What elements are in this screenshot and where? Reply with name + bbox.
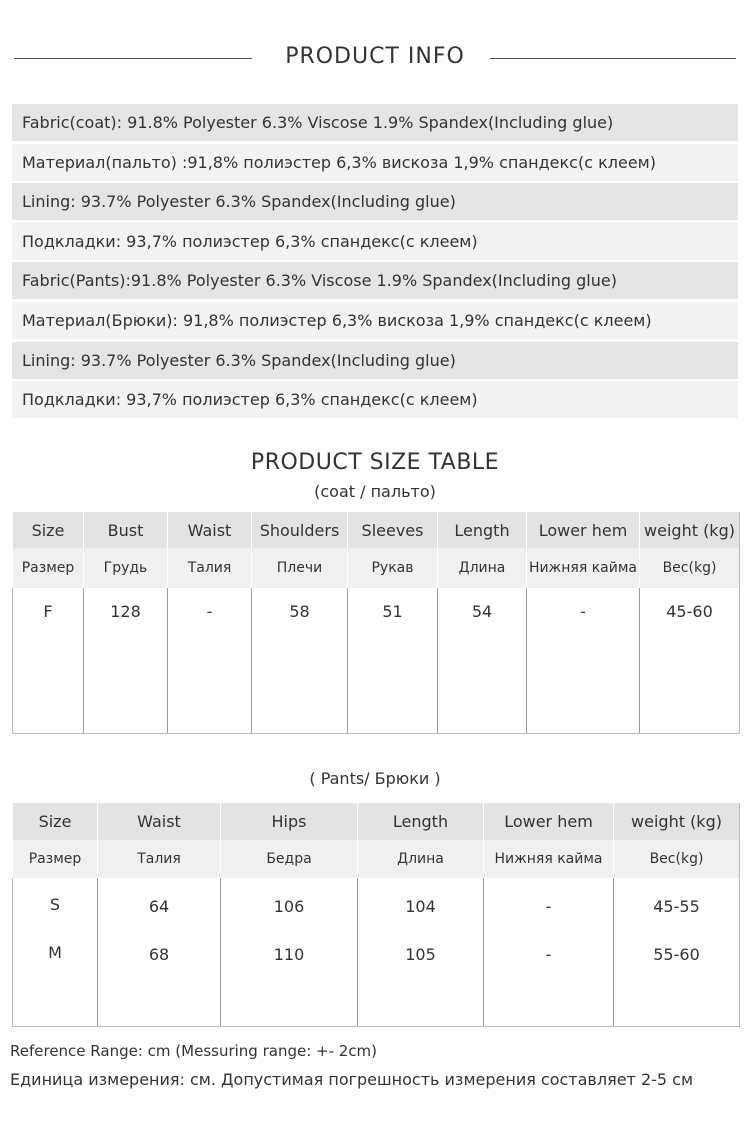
- table-cell: 104: [405, 897, 436, 916]
- fabric-info-list: [12, 104, 738, 421]
- pants-header-ru-row: [13, 840, 740, 878]
- waist-column: [98, 878, 221, 1026]
- column-header-ru: Вес(kg): [614, 840, 740, 878]
- info-row: Подкладки: 93,7% полиэстер 6,3% спандекс(с клеем): [12, 223, 738, 260]
- column-header-ru: Талия: [168, 548, 252, 588]
- table-cell: 106: [273, 897, 305, 916]
- column-header-ru: Бедра: [221, 840, 358, 878]
- table-cell: -: [168, 588, 252, 733]
- table-cell: 51: [348, 588, 438, 733]
- table-cell: M: [48, 943, 62, 962]
- table-cell: 45-55: [653, 897, 700, 916]
- column-header: Sleeves: [348, 512, 438, 548]
- info-row: Материал(Брюки): 91,8% полиэстер 6,3% вискоза 1,9% спандекс(с клеем): [12, 302, 738, 339]
- info-row: Подкладки: 93,7% полиэстер 6,3% спандекс(с клеем): [12, 381, 738, 418]
- coat-size-table: [12, 512, 740, 734]
- table-row: [13, 588, 740, 733]
- column-header-ru: Рукав: [348, 548, 438, 588]
- table-cell: -: [527, 588, 640, 733]
- table-cell: 55-60: [653, 945, 700, 964]
- header-rule-right: [490, 58, 736, 59]
- column-header: Hips: [221, 803, 358, 840]
- column-header: Bust: [84, 512, 168, 548]
- pants-size-table: [12, 803, 740, 1027]
- info-row: Материал(пальто) :91,8% полиэстер 6,3% вискоза 1,9% спандекс(с клеем): [12, 144, 738, 181]
- info-row: Fabric(Pants):91.8% Polyester 6.3% Viscose 1.9% Spandex(Including glue): [12, 262, 738, 299]
- coat-subtitle: (coat / пальто): [314, 482, 436, 501]
- product-info-header: [0, 44, 750, 76]
- info-row: Lining: 93.7% Polyester 6.3% Spandex(Including glue): [12, 183, 738, 220]
- reference-range-en: Reference Range: cm (Messuring range: +- 2cm): [10, 1042, 378, 1060]
- column-header-ru: Размер: [13, 840, 98, 878]
- column-header: Lower hem: [527, 512, 640, 548]
- column-header: Size: [13, 803, 98, 840]
- reference-range-ru: Единица измерения: см. Допустимая погрешность измерения составляет 2-5 см: [10, 1070, 694, 1089]
- table-cell: 45-60: [640, 588, 740, 733]
- pants-header-en-row: [13, 803, 740, 840]
- table-cell: F: [13, 588, 84, 733]
- column-header-ru: Длина: [358, 840, 484, 878]
- table-cell: 105: [405, 945, 436, 964]
- column-header: weight (kg): [640, 512, 740, 548]
- info-row: Fabric(coat): 91.8% Polyester 6.3% Viscose 1.9% Spandex(Including glue): [12, 104, 738, 141]
- column-header: Lower hem: [484, 803, 614, 840]
- table-body: [13, 878, 740, 1026]
- lower-hem-column: [484, 878, 614, 1026]
- table-cell: -: [545, 945, 552, 964]
- table-cell: 110: [273, 945, 305, 964]
- table-cell: S: [49, 895, 61, 914]
- column-header-ru: Плечи: [252, 548, 348, 588]
- table-cell: 68: [148, 945, 170, 964]
- info-row: Lining: 93.7% Polyester 6.3% Spandex(Including glue): [12, 342, 738, 379]
- column-header: Waist: [168, 512, 252, 548]
- column-header-ru: Талия: [98, 840, 221, 878]
- column-header: Length: [358, 803, 484, 840]
- hips-column: [221, 878, 358, 1026]
- size-column: [13, 878, 98, 1026]
- column-header: Length: [438, 512, 527, 548]
- page-title: PRODUCT INFO: [285, 44, 465, 69]
- table-cell: 64: [148, 897, 170, 916]
- table-cell: 54: [438, 588, 527, 733]
- weight-column: [614, 878, 740, 1026]
- column-header-ru: Нижняя кайма: [527, 548, 640, 588]
- column-header-ru: Длина: [438, 548, 527, 588]
- length-column: [358, 878, 484, 1026]
- column-header: Shoulders: [252, 512, 348, 548]
- column-header: weight (kg): [614, 803, 740, 840]
- coat-header-ru-row: [13, 548, 740, 588]
- coat-header-en-row: [13, 512, 740, 548]
- size-table-title: PRODUCT SIZE TABLE: [250, 450, 500, 475]
- column-header-ru: Размер: [13, 548, 84, 588]
- column-header-ru: Вес(kg): [640, 548, 740, 588]
- table-cell: 128: [84, 588, 168, 733]
- pants-subtitle: ( Pants/ Брюки ): [309, 769, 441, 788]
- column-header-ru: Грудь: [84, 548, 168, 588]
- table-cell: 58: [252, 588, 348, 733]
- column-header: Waist: [98, 803, 221, 840]
- table-cell: -: [545, 897, 552, 916]
- column-header-ru: Нижняя кайма: [484, 840, 614, 878]
- column-header: Size: [13, 512, 84, 548]
